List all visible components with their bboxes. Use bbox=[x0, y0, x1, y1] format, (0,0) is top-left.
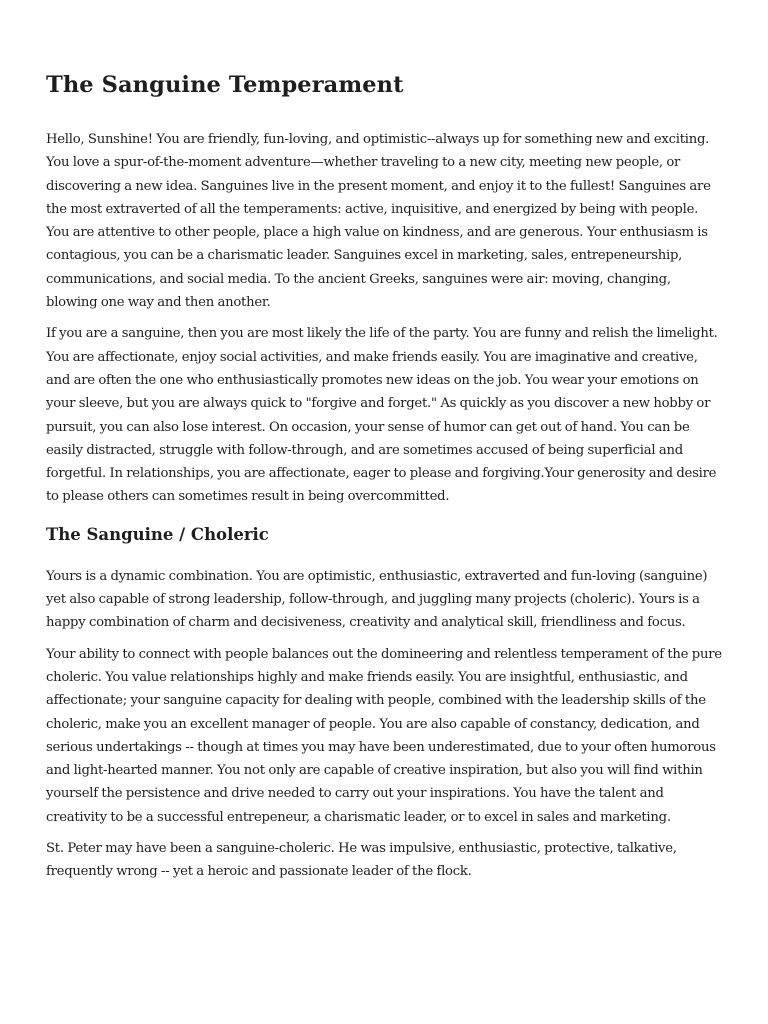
document-page bbox=[46, 70, 722, 892]
section-paragraph-3: St. Peter may have been a sanguine-choleric. He was impulsive, enthusiastic, protective, talkative, frequently wrong -- yet a heroic and passionate leader of the flock. bbox=[46, 841, 677, 880]
intro-paragraph-2: If you are a sanguine, then you are most likely the life of the party. You are funny and relish the limelight. You are affectionate, enjoy social activities, and make friends easily. You are imaginative and creative, and are often the one who enthusiastically promotes new ideas on the job. You wear your emotions on your sleeve, but you are always quick to "forgive and forget." As quickly as you discover a new hobby or pursuit, you can also lose interest. On occasion, your sense of humor can get out of hand. You can be easily distracted, struggle with follow-through, and are sometimes accused of being superficial and forgetful. In relationships, you are affectionate, eager to please and forgiving.Your generosity and desire to please others can sometimes result in being overcommitted. bbox=[46, 326, 718, 505]
intro-paragraph-1: Hello, Sunshine! You are friendly, fun-loving, and optimistic--always up for something new and exciting. You love a spur-of-the-moment adventure—whether traveling to a new city, meeting new people, or discovering a new idea. Sanguines live in the present moment, and enjoy it to the fullest! Sanguines are the most extraverted of all the temperaments: active, inquisitive, and energized by being with people. You are attentive to other people, place a high value on kindness, and are generous. Your enthusiasm is contagious, you can be a charismatic leader. Sanguines excel in marketing, sales, entrepeneurship, communications, and social media. To the ancient Greeks, sanguines were air: moving, changing, blowing one way and then another. bbox=[46, 132, 711, 311]
page-title: The Sanguine Temperament bbox=[46, 72, 404, 98]
section-heading: The Sanguine / Choleric bbox=[46, 524, 269, 544]
section-paragraph-1: Yours is a dynamic combination. You are optimistic, enthusiastic, extraverted and fun-loving (sanguine) yet also capable of strong leadership, follow-through, and juggling many projects (choleric). Yours is a happy combination of charm and decisiveness, creativity and analytical skill, friendliness and focus. bbox=[46, 568, 708, 631]
section-paragraph-2: Your ability to connect with people balances out the domineering and relentless temperament of the pure choleric. You value relationships highly and make friends easily. You are insightful, enthusiastic, and affectionate; your sanguine capacity for dealing with people, combined with the leadership skills of the choleric, make you an excellent manager of people. You are also capable of constancy, dedication, and serious undertakings -- though at times you may have been underestimated, due to your often humorous and light-hearted manner. You not only are capable of creative inspiration, but also you will find within yourself the persistence and drive needed to carry out your inspirations. You have the talent and creativity to be a successful entrepeneur, a charismatic leader, or to excel in sales and marketing. bbox=[46, 646, 722, 825]
